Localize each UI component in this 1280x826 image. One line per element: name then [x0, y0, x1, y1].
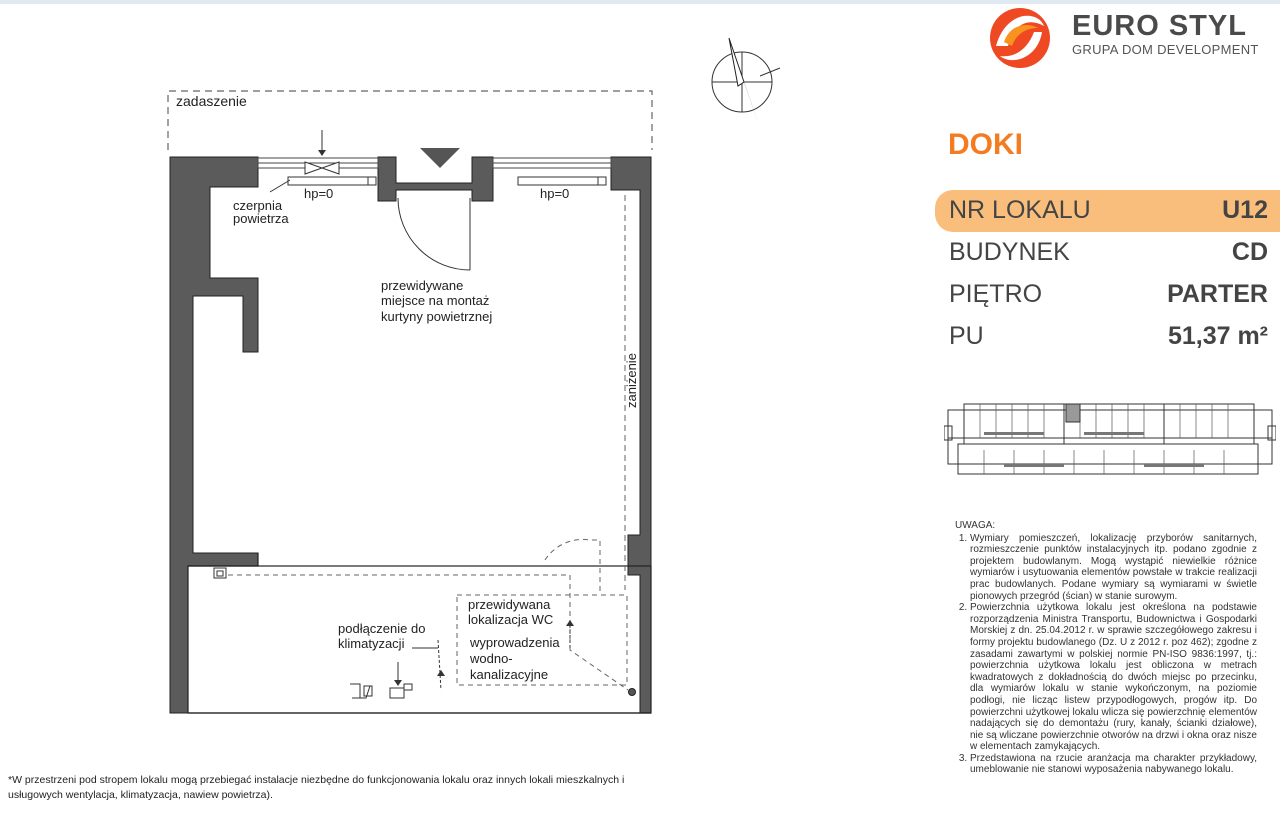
unit-number-row	[935, 190, 1280, 232]
drain-label-2: wodno-	[470, 651, 513, 666]
compass-icon	[712, 38, 780, 128]
lowered-ceiling-label: zaniżenie	[624, 353, 639, 408]
drain-label-3: kanalizacyjne	[470, 667, 549, 682]
building-key: BUDYNEK	[949, 238, 1070, 266]
note-item-1: 1. Wymiary pomieszczeń, lokalizację przyborów sanitarnych, rozmieszczenie punktów instalacyjnych itp. podano zgodnie z projektem budowlanym. Mogą wystąpić niewielkie różnice wymiarów i usytuowania elementów powstałe w trakcie realizacji prac budowlanych. Podane wymiary są wymiarami w świetle pionowych przegród (ścian) w stanie surowym.	[970, 533, 1257, 603]
brand-subtitle: GRUPA DOM DEVELOPMENT	[1072, 42, 1259, 57]
ac-label-1: podłączenie do	[338, 621, 426, 636]
entrance-door	[398, 198, 470, 270]
air-curtain-label-2: miejsce na montaż	[381, 293, 490, 308]
floor-row	[935, 274, 1280, 316]
notes-section	[955, 520, 1257, 776]
ac-label-2: klimatyzacji	[338, 636, 405, 651]
drain-label-1: wyprowadzenia	[470, 635, 560, 650]
logo-icon	[982, 4, 1058, 70]
wc-area	[228, 539, 628, 690]
brand-name: EURO STYL	[1072, 10, 1247, 42]
area-value: 51,37 m²	[1167, 322, 1268, 350]
radiator-right	[518, 177, 606, 185]
hp-left-label: hp=0	[304, 186, 334, 201]
area-key: PU	[949, 322, 984, 350]
unit-number-key: NR LOKALU	[949, 196, 1091, 224]
area-row	[935, 316, 1280, 358]
brand-logo	[982, 4, 1259, 70]
unit-highlight	[1066, 404, 1080, 422]
unit-info-table	[935, 190, 1280, 358]
air-intake-label-2: powietrza	[233, 211, 289, 226]
project-title: DOKI	[948, 128, 1023, 161]
unit-number-value: U12	[1222, 196, 1268, 224]
wc-label-2: lokalizacja WC	[468, 612, 554, 627]
air-curtain-label-3: kurtyny powietrznej	[381, 309, 493, 324]
wc-label-1: przewidywana	[468, 597, 551, 612]
entrance-arrow-icon	[420, 148, 460, 168]
building-value: CD	[1231, 238, 1268, 266]
note-item-3: 3. Przedstawiona na rzucie aranżacja ma charakter przykładowy, umeblowanie nie stanowi wyposażenia nabywanego lokalu.	[970, 753, 1257, 776]
floor-value: PARTER	[1167, 280, 1268, 308]
footnote: *W przestrzeni pod stropem lokalu mogą przebiegać instalacje niezbędne do funkcjonowania lokalu oraz innych lokali mieszkalnych i usługowych wentylacja, klimatyzacja, nawiew powietrza).	[8, 774, 625, 801]
vent-icon	[214, 568, 226, 578]
building-key-plan	[944, 398, 1276, 478]
notes-list	[955, 533, 1257, 776]
canopy-label: zadaszenie	[176, 93, 247, 109]
air-curtain-label-1: przewidywane	[381, 278, 464, 293]
notes-title: UWAGA:	[955, 520, 996, 531]
note-item-2: 2. Powierzchnia użytkowa lokalu jest określona na podstawie rozporządzenia Ministra Transportu, Budownictwa i Gospodarki Morskiej z dn. 25.04.2012 r. w sprawie szczegółowego zakresu i formy projektu budowlanego (Dz. U z 2012 r. poz 462); zgodne z zasadami zawartymi w polskiej normie PN-ISO 9836:1997, tj.: powierzchnia użytkowa lokalu jest obliczona w metrach kwadratowych z dokładnością do dwóch miejsc po przecinku, dla wymiarów lokalu w stanie wykończonym, na poziomie podłogi, nie licząc listew przypodłogowych, progów itp. Do powierzchni użytkowej lokalu wlicza się powierzchnię elementów nadających się do demontażu (rury, kanały, ścianki działowe), nie są wliczane powierzchnie otworów na drzwi i okna oraz nisze w elementach zamykających.	[970, 602, 1257, 753]
floor-key: PIĘTRO	[949, 280, 1043, 308]
ac-unit-icon	[350, 684, 412, 698]
air-intake-label-1: czerpnia	[233, 198, 283, 213]
hp-right-label: hp=0	[540, 186, 570, 201]
air-intake-symbol	[270, 130, 376, 192]
building-row	[935, 232, 1280, 274]
